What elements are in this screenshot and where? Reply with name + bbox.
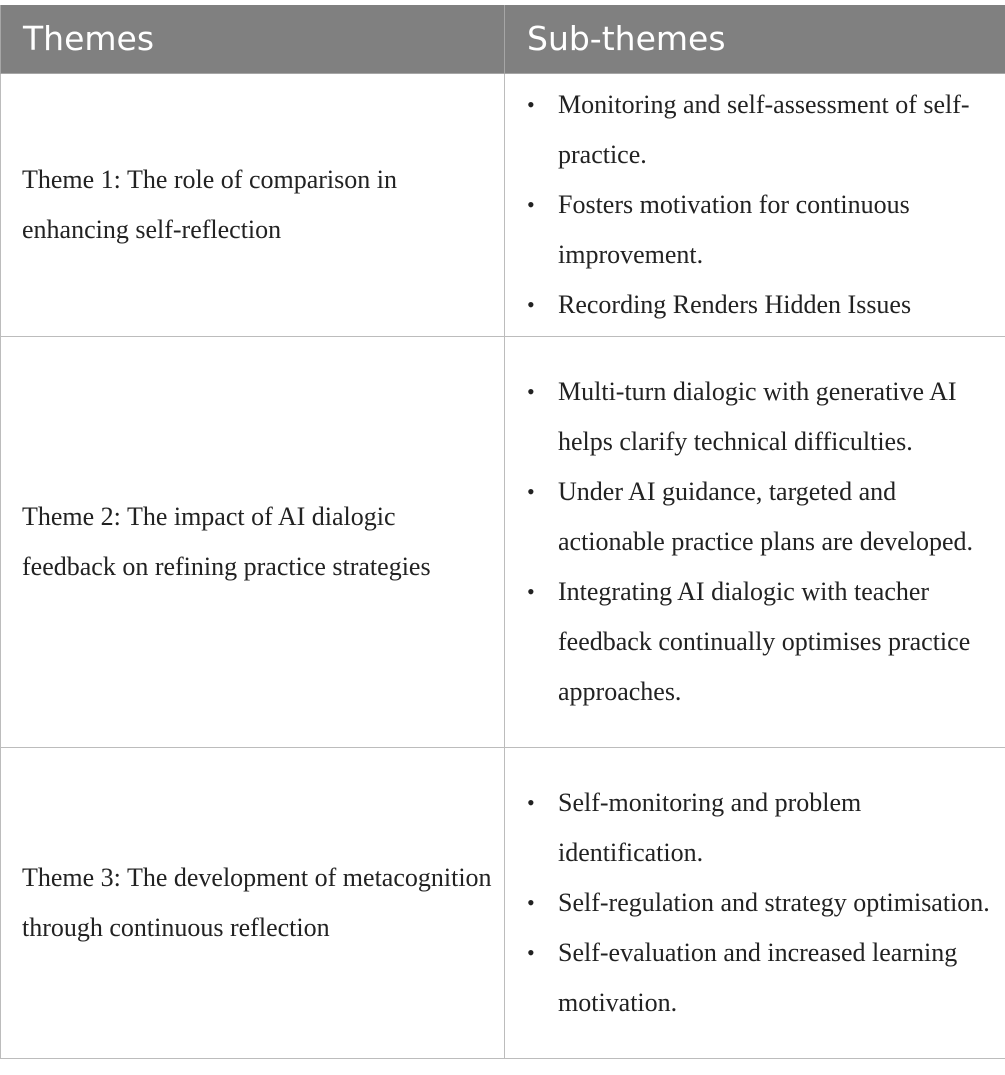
subthemes-cell (505, 747, 1005, 1058)
subtheme-text: Under AI guidance, targeted and actionable practice plans are developed. (558, 476, 974, 556)
table-header-row (1, 5, 1005, 73)
bullet-icon: • (527, 291, 535, 317)
subtheme-text: Recording Renders Hidden Issues (558, 289, 912, 319)
theme-cell (1, 336, 505, 747)
bullet-icon: • (527, 939, 535, 965)
header-themes: Themes (1, 5, 505, 73)
list-item (505, 367, 1005, 467)
subtheme-text: Self-evaluation and increased learning motivation. (558, 937, 958, 1017)
subthemes-list (505, 367, 1005, 717)
themes-table (0, 5, 1005, 1059)
bullet-icon: • (527, 191, 535, 217)
subthemes-cell (505, 73, 1005, 336)
theme-label: Theme 3: The development of metacognition through continuous reflection (22, 862, 492, 942)
subthemes-cell (505, 336, 1005, 747)
bullet-icon: • (527, 378, 535, 404)
bullet-icon: • (527, 889, 535, 915)
list-item (505, 778, 1005, 878)
subtheme-text: Monitoring and self-assessment of self-practice. (558, 89, 970, 169)
table-row (1, 747, 1005, 1058)
header-subthemes: Sub-themes (505, 5, 1005, 73)
list-item (505, 280, 1005, 330)
subthemes-list (505, 778, 1005, 1028)
table-row (1, 73, 1005, 336)
bullet-icon: • (527, 478, 535, 504)
list-item (505, 567, 1005, 717)
subthemes-list (505, 80, 1005, 330)
subtheme-text: Multi-turn dialogic with generative AI helps clarify technical difficulties. (558, 376, 957, 456)
subtheme-text: Self-regulation and strategy optimisation. (558, 887, 990, 917)
themes-table-container (0, 5, 1005, 1059)
bullet-icon: • (527, 578, 535, 604)
bullet-icon: • (527, 789, 535, 815)
table-row (1, 336, 1005, 747)
theme-cell (1, 73, 505, 336)
subtheme-text: Fosters motivation for continuous improvement. (558, 189, 910, 269)
list-item (505, 80, 1005, 180)
bullet-icon: • (527, 91, 535, 117)
list-item (505, 878, 1005, 928)
subtheme-text: Integrating AI dialogic with teacher feedback continually optimises practice approaches. (558, 576, 971, 706)
list-item (505, 928, 1005, 1028)
list-item (505, 180, 1005, 280)
theme-label: Theme 2: The impact of AI dialogic feedback on refining practice strategies (22, 501, 431, 581)
subtheme-text: Self-monitoring and problem identification. (558, 787, 862, 867)
theme-label: Theme 1: The role of comparison in enhancing self-reflection (22, 164, 397, 244)
list-item (505, 467, 1005, 567)
theme-cell (1, 747, 505, 1058)
